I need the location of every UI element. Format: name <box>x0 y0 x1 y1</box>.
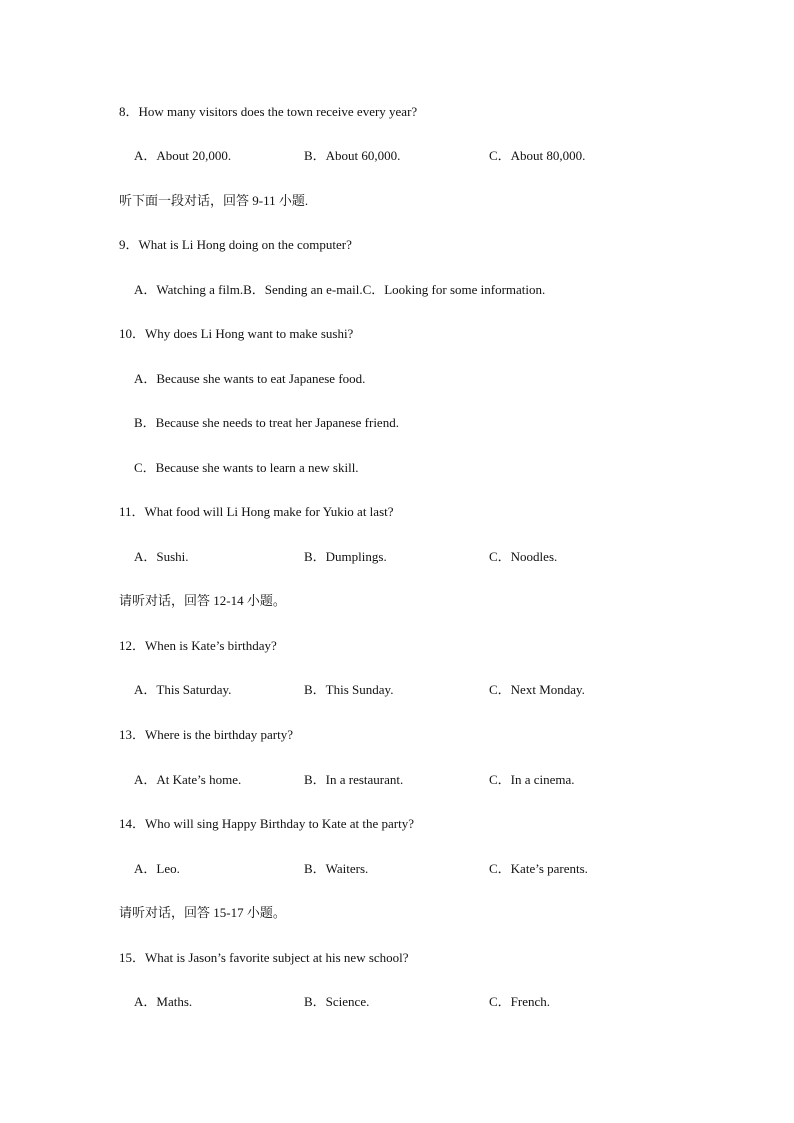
question-12-options <box>0 680 794 700</box>
section-heading-9-11 <box>0 191 794 211</box>
section-instruction: 听下面一段对话，回答 9-11 小题. <box>119 193 309 208</box>
question-9-options <box>0 280 794 300</box>
option-b: B．This Sunday. <box>304 682 394 697</box>
question-8-row <box>0 102 794 122</box>
options-inline: A．Watching a film.B．Sending an e-mail.C．Looking for some information. <box>134 282 546 297</box>
section-heading-12-14 <box>0 591 794 611</box>
question-10-row <box>0 324 794 344</box>
question-10-option-a-row <box>0 369 794 389</box>
question-13: 13．Where is the birthday party? <box>119 727 293 742</box>
question-11: 11．What food will Li Hong make for Yukio at last? <box>119 504 394 519</box>
question-11-options <box>0 547 794 567</box>
option-b: B．Because she needs to treat her Japanese friend. <box>134 415 399 430</box>
option-a: A．Because she wants to eat Japanese food. <box>134 371 366 386</box>
question-11-row <box>0 502 794 522</box>
question-10: 10．Why does Li Hong want to make sushi? <box>119 326 354 341</box>
question-12: 12．When is Kate’s birthday? <box>119 638 277 653</box>
option-c: C．French. <box>489 994 551 1009</box>
question-15-row <box>0 948 794 968</box>
option-a: A．Maths. <box>134 994 193 1009</box>
question-15: 15．What is Jason’s favorite subject at his new school? <box>119 950 409 965</box>
question-13-options <box>0 770 794 790</box>
question-10-option-b-row <box>0 413 794 433</box>
option-b: B．About 60,000. <box>304 148 401 163</box>
option-a: A．This Saturday. <box>134 682 232 697</box>
option-c: C．Noodles. <box>489 549 558 564</box>
question-9: 9．What is Li Hong doing on the computer? <box>119 237 352 252</box>
question-14: 14．Who will sing Happy Birthday to Kate at the party? <box>119 816 414 831</box>
question-8-options <box>0 146 794 166</box>
option-a: A．Sushi. <box>134 549 189 564</box>
question-9-row <box>0 235 794 255</box>
option-c: C．Kate’s parents. <box>489 861 588 876</box>
question-10-option-c-row <box>0 458 794 478</box>
option-c: C．In a cinema. <box>489 772 575 787</box>
section-instruction: 请听对话，回答 15-17 小题。 <box>119 905 286 920</box>
question-14-row <box>0 814 794 834</box>
option-a: A．About 20,000. <box>134 148 232 163</box>
section-instruction: 请听对话，回答 12-14 小题。 <box>119 593 286 608</box>
option-b: B．Dumplings. <box>304 549 387 564</box>
option-c: C．About 80,000. <box>489 148 586 163</box>
question-8: 8．How many visitors does the town receive every year? <box>119 104 418 119</box>
question-12-row <box>0 636 794 656</box>
section-heading-15-17 <box>0 903 794 923</box>
option-a: A．At Kate’s home. <box>134 772 242 787</box>
question-14-options <box>0 859 794 879</box>
option-b: B．In a restaurant. <box>304 772 404 787</box>
question-15-options <box>0 992 794 1012</box>
option-a: A．Leo. <box>134 861 180 876</box>
option-b: B．Science. <box>304 994 370 1009</box>
option-b: B．Waiters. <box>304 861 369 876</box>
option-c: C．Next Monday. <box>489 682 585 697</box>
question-13-row <box>0 725 794 745</box>
option-c: C．Because she wants to learn a new skill. <box>134 460 359 475</box>
